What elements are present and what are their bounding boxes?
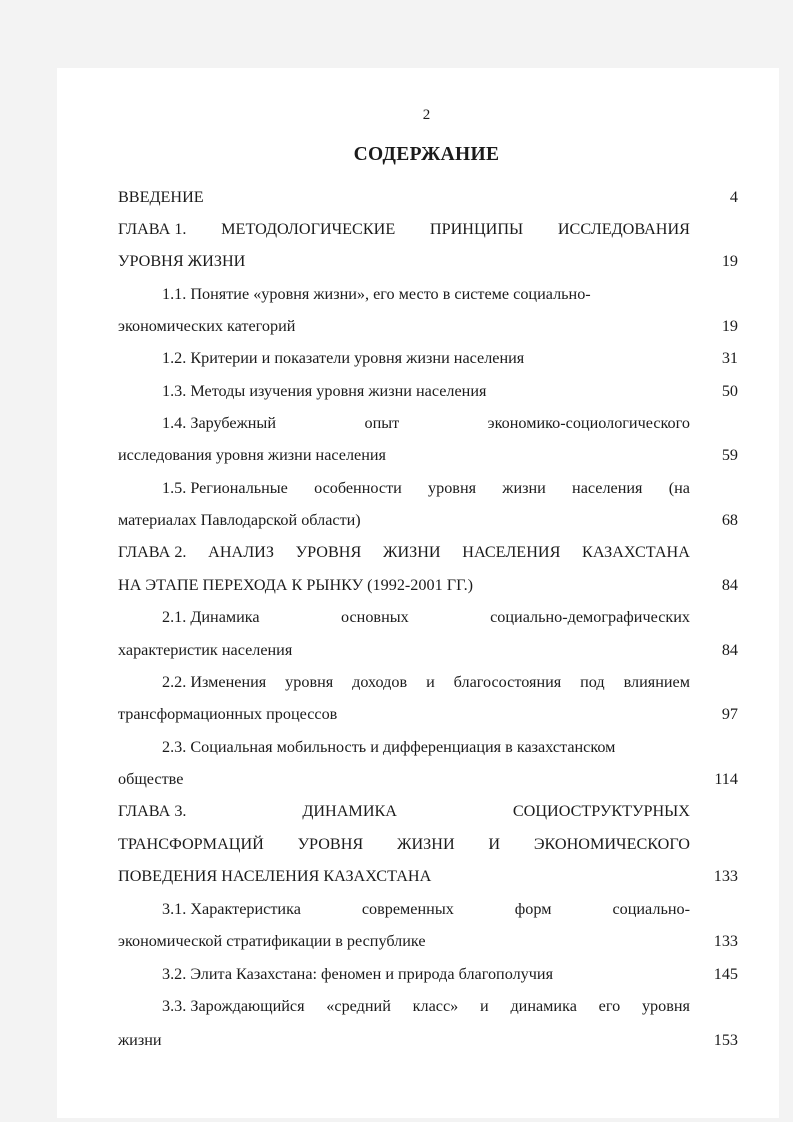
toc-word: НАСЕЛЕНИЯ: [462, 543, 561, 561]
toc-word: 3.1. Характеристика: [162, 900, 301, 918]
toc-word: класс»: [412, 997, 459, 1015]
toc-word: 1.5. Региональные: [162, 479, 288, 497]
toc-chapter-1-line-2: УРОВНЯ ЖИЗНИ: [118, 252, 246, 270]
toc-word: форм: [514, 900, 552, 918]
toc-page-chapter-2: 84: [721, 576, 738, 594]
toc-chapter-2-line-1: [118, 541, 690, 563]
toc-page-section-3-2: 145: [713, 965, 738, 983]
toc-chapter-2-line-2: НА ЭТАПЕ ПЕРЕХОДА К РЫНКУ (1992-2001 ГГ.): [118, 576, 474, 594]
toc-word: СОЦИОСТРУКТУРНЫХ: [512, 802, 690, 820]
toc-section-1-5-line-1: [162, 477, 690, 499]
toc-word: УРОВНЯ: [297, 835, 364, 853]
toc-section-3-3-line-1: [162, 995, 690, 1017]
toc-word: ГЛАВА 1.: [118, 220, 187, 238]
toc-word: МЕТОДОЛОГИЧЕСКИЕ: [221, 220, 396, 238]
toc-chapter-1-line-1: [118, 218, 690, 240]
toc-word: ИССЛЕДОВАНИЯ: [557, 220, 690, 238]
toc-word: КАЗАХСТАНА: [582, 543, 690, 561]
toc-word: ГЛАВА 3.: [118, 802, 187, 820]
toc-word: основных: [340, 608, 409, 626]
toc-word: уровня: [285, 673, 334, 691]
toc-section-1-4-line-1: [162, 412, 690, 434]
toc-section-3-3-line-2: жизни: [118, 1031, 162, 1049]
toc-word: ЭКОНОМИЧЕСКОГО: [533, 835, 690, 853]
toc-page-chapter-1: 19: [721, 252, 738, 270]
toc-page-section-2-3: 114: [714, 770, 738, 788]
toc-word: жизни: [502, 479, 546, 497]
toc-section-2-2-line-1: [162, 671, 690, 693]
toc-word: 3.3. Зарождающийся: [162, 997, 305, 1015]
toc-section-1-2: 1.2. Критерии и показатели уровня жизни населения: [162, 349, 525, 367]
toc-page-chapter-3: 133: [713, 867, 738, 885]
toc-word: АНАЛИЗ: [208, 543, 274, 561]
toc-word: ПРИНЦИПЫ: [429, 220, 524, 238]
toc-chapter-3-line-3: ПОВЕДЕНИЯ НАСЕЛЕНИЯ КАЗАХСТАНА: [118, 867, 432, 885]
page-title: СОДЕРЖАНИЕ: [353, 144, 500, 165]
toc-word: социально-демографических: [490, 608, 690, 626]
toc-page-section-1-1: 19: [721, 317, 738, 335]
toc-word: уровня: [641, 997, 690, 1015]
toc-word: благосостояния: [453, 673, 562, 691]
toc-word: ГЛАВА 2.: [118, 543, 187, 561]
toc-page-section-2-1: 84: [721, 641, 738, 659]
toc-word: динамика: [510, 997, 577, 1015]
toc-page-section-1-2: 31: [721, 349, 738, 367]
toc-word: современных: [361, 900, 454, 918]
toc-word: ТРАНСФОРМАЦИЙ: [118, 835, 264, 853]
toc-section-1-5-line-2: материалах Павлодарской области): [118, 511, 361, 529]
toc-section-1-4-line-2: исследования уровня жизни населения: [118, 446, 386, 464]
toc-page-intro: 4: [729, 188, 738, 206]
toc-word: и: [426, 673, 435, 691]
toc-word: 2.2. Изменения: [162, 673, 267, 691]
toc-word: ЖИЗНИ: [396, 835, 455, 853]
toc-word: под: [580, 673, 605, 691]
toc-page-section-2-2: 97: [721, 705, 738, 723]
toc-word: ЖИЗНИ: [382, 543, 441, 561]
toc-page-section-1-4: 59: [721, 446, 738, 464]
toc-section-2-1-line-2: характеристик населения: [118, 641, 293, 659]
toc-word: 2.1. Динамика: [162, 608, 260, 626]
toc-word: 1.4. Зарубежный: [162, 414, 276, 432]
toc-section-2-3-line-1: 2.3. Социальная мобильность и дифференциация в казахстанском: [162, 738, 616, 756]
toc-word: (на: [668, 479, 690, 497]
toc-section-1-1-line-1: 1.1. Понятие «уровня жизни», его место в системе социально-: [162, 285, 591, 303]
toc-page-section-3-3: 153: [713, 1031, 738, 1049]
toc-section-2-1-line-1: [162, 606, 690, 628]
toc-section-3-1-line-1: [162, 898, 690, 920]
toc-section-3-1-line-2: экономической стратификации в республике: [118, 932, 426, 950]
toc-page-section-1-5: 68: [721, 511, 738, 529]
page-number: 2: [422, 107, 431, 123]
toc-word: экономико-социологического: [487, 414, 690, 432]
toc-page-section-1-3: 50: [721, 382, 738, 400]
toc-word: И: [488, 835, 501, 853]
toc-word: особенности: [314, 479, 402, 497]
toc-word: ДИНАМИКА: [302, 802, 397, 820]
toc-section-2-2-line-2: трансформационных процессов: [118, 705, 338, 723]
toc-word: УРОВНЯ: [295, 543, 362, 561]
toc-word: доходов: [352, 673, 408, 691]
toc-entry-intro: ВВЕДЕНИЕ: [118, 188, 204, 206]
toc-word: его: [598, 997, 621, 1015]
toc-word: влиянием: [623, 673, 690, 691]
toc-chapter-3-line-1: [118, 800, 690, 822]
toc-word: социально-: [612, 900, 690, 918]
toc-section-1-3: 1.3. Методы изучения уровня жизни населения: [162, 382, 487, 400]
toc-word: населения: [572, 479, 643, 497]
toc-page-section-3-1: 133: [713, 932, 738, 950]
toc-chapter-3-line-2: [118, 833, 690, 855]
toc-section-1-1-line-2: экономических категорий: [118, 317, 296, 335]
toc-word: уровня: [428, 479, 477, 497]
toc-section-3-2: 3.2. Элита Казахстана: феномен и природа благополучия: [162, 965, 554, 983]
toc-word: опыт: [364, 414, 400, 432]
toc-section-2-3-line-2: обществе: [118, 770, 184, 788]
toc-word: «средний: [326, 997, 391, 1015]
toc-word: и: [480, 997, 489, 1015]
